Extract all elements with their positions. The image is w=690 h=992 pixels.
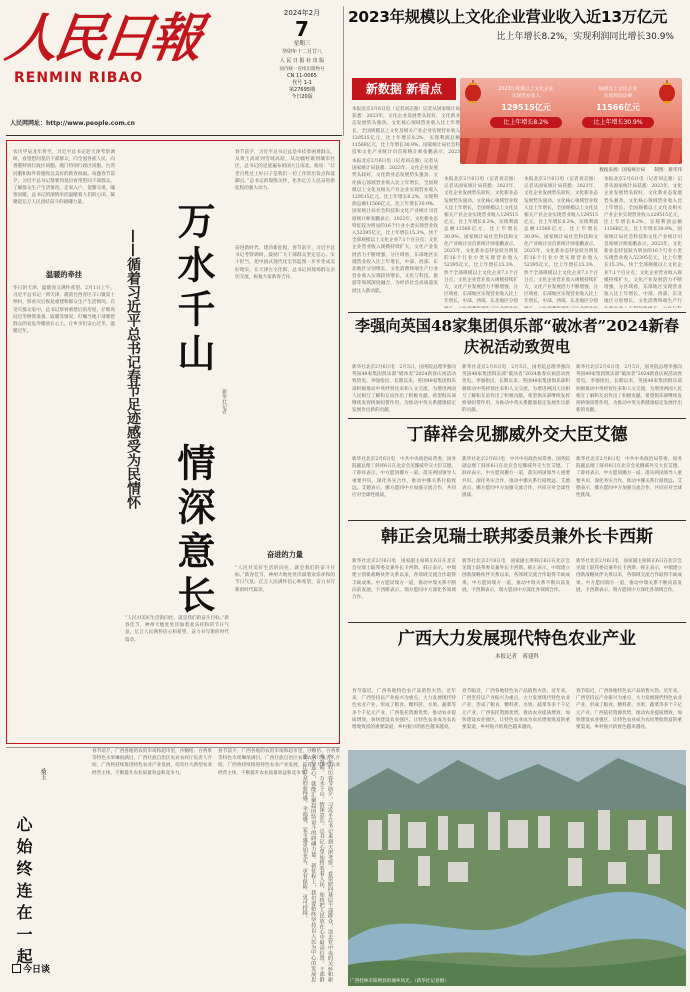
column-body: 今年农历春节前夕，习近平总书记来到天津考察，看望慰问基层干部群众，送去党中央的关怀和新春祝福。万水千山，情深意长。总书记心里始终装着人民，始终把人民放在心中最高位置。干部群众心连心，就能汇聚起团结奋斗的磅礴力量。新征程上，我们要始终坚持以人民为中心的发展思想，让群众的获得感、幸福感、安全感更加充实、更有保障、更可持续。 [301, 754, 333, 982]
masthead-divider [343, 6, 344, 136]
column-title: 心始终连在一起 [14, 816, 33, 970]
photo-guangxi [348, 750, 686, 986]
top-story-body-col4: 本报北京2月6日电（记者刘志强）记者从国家统计局获悉：2023年，文化企业发展势头较好，文化新业态发展势头强劲。文化核心领域营业收入比上年增长，全国规模以上文化及相关产业企业实现营业收入129515亿元，比上年增长8.2%，实现利润总额11566亿元，比上年增长30.9%。国家统计局社会科技和文化产业统计司首席统计师张鹏表示，2023年，文化新业态特征较为明显的16个行业小类实现营业收入52395亿元，比上年增长15.3%，快于全部规模以上文化企业7.1个百分点；文化企业营业收入规模持续扩大，文化产业发展活力不断增强，分区域看，东部地区实现营业收入比上年增长，中部、西部、东北地区分别增长，文化消费终端生产行 [604, 177, 682, 305]
feature-body-col2c: “人民对美好生活的向往，就是我们的奋斗目标。”新春佳节，神州大地处处洋溢着欢乐祥和的节日气氛，亿万人民满怀信心和希望，奋力书写新的时代篇章。 [125, 616, 229, 643]
cn-number: CN 11-0065 [287, 73, 317, 79]
top-story [348, 4, 686, 312]
column-tag [12, 962, 50, 975]
stat-revenue-value: 129515亿元 [501, 103, 551, 112]
story-han-title: 韩正会见瑞士联邦委员兼外长卡西斯 [381, 527, 653, 547]
stat-card-profit: 规模以上文化企业 实现利润总额 11566亿元 比上年增长30.9% [582, 86, 654, 150]
date-day: 7 [295, 17, 309, 41]
logo-pinyin: RENMIN RIBAO [14, 70, 144, 86]
top-story-body-col1: 本报北京2月6日电（记者刘志强）记者从国家统计局获悉：2023年，文化企业发展势头较好，文化新业态发展势头强劲。文化核心领域营业收入比上年增长，全国规模以上文化及相关产业企业实现营业收入129515亿元，比上年增长8.2%，实现利润总额11566亿元，比上年增长30.9%。国家统计局社会科技和文化产业统计司首席统计师张鹏表示，2023年，文化新业态特征较为明显的16个行业小类实现营业收入52395亿元，比上年增长15.3%，快于全部规模以上文化企业7.1个百分点；文化企业营业收入规模持续扩大，文化产业发展活力不断增强，分区域看，东部地区实现营业收入比上年增长，中部、西部、东北地区分别增长，文化消费终端生产行业营业收入实现较快增长，文化与科技、旅游等领域深度融合，为经济社会高质量发展注入新动能。 [352, 159, 438, 294]
stat-profit-growth: 比上年增长30.9% [582, 117, 654, 128]
rule-story4 [348, 622, 686, 623]
feature-section-progress: 奋进的力量 [267, 550, 303, 559]
top-story-subtitle: 比上年增长8.2%，实现利润同比增长30.9% [496, 32, 674, 42]
publisher: 人 民 日 报 社 出 版 [279, 58, 325, 64]
column-tag-icon [12, 964, 21, 973]
masthead [0, 0, 340, 134]
story-han-zheng [348, 524, 686, 620]
story-han-body-3: 新华社北京2月6日电 国家副主席韩正6日在北京会见瑞士联邦委员兼外长卡西斯。韩正表示，中瑞建立创新战略伙伴关系以来，各领域交流合作取得丰硕成果。中方愿同瑞方一道，推动中瑞关系不断向前发展。卡西斯表示，瑞方愿同中方深化各领域合作。 [576, 559, 682, 593]
lunar-date: 癸卯年十二月廿八 [281, 49, 322, 55]
story-guangxi-body-1: 春节临近，广西各地特色农产品销售火热。近年来，广西坚持以产业振兴为重点，大力发展现代特色农业产业，形成了粮食、糖料蔗、水果、蔬菜等多个千亿元产业。广西依托资源优势，推动农业提质增效，加快建设农业强区，让特色农业成为农民增收致富的重要渠道，乡村振兴的底色越来越亮。 [352, 689, 456, 731]
masthead-rule [6, 135, 342, 136]
feature-title-a: 万水千山 [171, 201, 216, 377]
story-ding-body-3: 新华社北京2月6日电 中共中央政治局常委、国务院副总理丁薛祥6日在北京会见挪威外交大臣艾德。丁薛祥表示，中方愿同挪方一道，落实两国领导人重要共识，深化务实合作，推动中挪关系行稳致远。艾德表示，挪方愿同中方加强交流合作，共同应对全球性挑战。 [576, 457, 682, 499]
story-ding-body-1: 新华社北京2月6日电 中共中央政治局常委、国务院副总理丁薛祥6日在北京会见挪威外交大臣艾德。丁薛祥表示，中方愿同挪方一道，落实两国领导人重要共识，深化务实合作，推动中挪关系行稳致远。艾德表示，挪方愿同中方加强交流合作，共同应对全球性挑战。 [352, 457, 456, 499]
code-label: 代号 1-1 [292, 80, 312, 86]
story-li-qiang-body-1: 新华社北京2月6日电 2月5日，国务院总理李强向英国48家集团俱乐部“破冰者”2024新春庆祝活动致贺电。李强指出，长期以来，英国48家集团俱乐部积极推动中英经贸往来和人文交流，为增进两国人民相互了解和友谊作出了积极贡献。希望俱乐部继续发挥桥梁纽带作用，为推动中英关系健康稳定发展作出新的贡献。 [352, 365, 456, 414]
story-li-qiang [348, 316, 686, 416]
story-li-qiang-body-3: 新华社北京2月6日电 2月5日，国务院总理李强向英国48家集团俱乐部“破冰者”2024新春庆祝活动致贺电。李强指出，长期以来，英国48家集团俱乐部积极推动中英经贸往来和人文交流，为增进两国人民相互了解和友谊作出了积极贡献。希望俱乐部继续发挥桥梁纽带作用，为推动中英关系健康稳定发展作出新的贡献。 [576, 365, 682, 414]
issue-number: 第27695期 [289, 87, 315, 93]
feature-body-col3b: 奋进新时代，建功新征程。春节前夕，习近平总书记考察调研，鼓励广大干部群众坚定信心、实干担当，把中国式现代化宏伟蓝图一步步变成美好现实。在天津古文化街，总书记同现场群众亲切交流，祝福大家新春吉祥。 [235, 246, 335, 280]
photo-scene [348, 750, 686, 986]
lantern-icon-right [658, 80, 676, 106]
top-story-body: 本报北京2月6日电（记者刘志强）记者从国家统计局获悉：2023年，文化企业发展势头较好，文化新业态发展势头强劲。文化核心领域营业收入比上年增长，全国规模以上文化及相关产业企业实现营业收入129515亿元，比上年增长8.2%，实现利润总额11566亿元，比上年增长30.9%。国家统计局社会科技和文化产业统计司首席统计师张鹏表示，2023 [352, 107, 460, 156]
feature-body-col3c: “人民对美好生活的向往，就是我们的奋斗目标。”新春佳节，神州大地处处洋溢着欢乐祥和的节日气氛，亿万人民满怀信心和希望，奋力书写新的时代篇章。 [235, 566, 335, 593]
feature-section-warm: 温暖的牵挂 [46, 270, 82, 279]
cn-label: 国内统一连续出版物号 [279, 67, 325, 72]
feature-byline: 新华社记者 [221, 389, 227, 414]
story-ding-xuexiang [348, 422, 686, 518]
rule-story3 [348, 520, 686, 521]
feature-body-col1b: 冬日的天津，温暖而又满怀希望。2月1日上午，习近平总书记一到天津，就前往西青区辛口镇第十埠村，察看灾后恢复重建和群众生产生活情况。在受灾群众家中，总书记察看重建后的房屋，仔细询问过冬物资准备、取暖等情况，叮嘱当地干部要把群众的安危冷暖放在心上，让乡亲们安心过冬、温暖过年。 [13, 286, 115, 335]
story-mid-lower-body: 春节前夕，广西各地的农贸市场和超市里，沙糖桔、百香果等特色水果琳琅满目。广西壮族自治区农业农村厅负责人介绍，广西将持续推进特色农业产业发展，培育壮大新型农业经营主体，不断提升农业质量效益和竞争力。 [218, 749, 340, 776]
feature-title-b: 情深意长 [171, 443, 216, 619]
column-tag-label: 今日谈 [23, 965, 51, 975]
story-guangxi-title: 广西大力发展现代特色农业产业 [398, 629, 636, 649]
story-han-body-1: 新华社北京2月6日电 国家副主席韩正6日在北京会见瑞士联邦委员兼外长卡西斯。韩正表示，中瑞建立创新战略伙伴关系以来，各领域交流合作取得丰硕成果。中方愿同瑞方一道，推动中瑞关系不断向前发展。卡西斯表示，瑞方愿同中方深化各领域合作。 [352, 559, 456, 601]
logo-text: 人民日報 [1, 8, 203, 69]
rule-top-story [348, 312, 686, 313]
infographic [460, 78, 682, 164]
feature-body-col3: 春节前夕，习近平总书记总是牵挂着困难群众。从黄土高原到雪域高原，从边疆村寨到城市社区，总书记的足迹遍布祖国大江南北。他说：“让老百姓过上好日子是我们一切工作的出发点和落脚点。”总书记的殷殷关怀，化作亿万人民奋进新征程的强大动力。 [235, 150, 335, 192]
page-count: 今日20版 [291, 94, 313, 100]
story-guangxi-body-3: 春节临近，广西各地特色农产品销售火热。近年来，广西坚持以产业振兴为重点，大力发展现代特色农业产业，形成了粮食、糖料蔗、水果、蔬菜等多个千亿元产业。广西依托资源优势，推动农业提质增效，加快建设农业强区，让特色农业成为农民增收致富的重要渠道，乡村振兴的底色越来越亮。 [576, 689, 682, 731]
top-story-tag: 新数据 新看点 [352, 78, 456, 100]
issue-info [266, 8, 338, 101]
lantern-icon [464, 80, 482, 106]
top-story-body-col3: 本报北京2月6日电（记者刘志强）记者从国家统计局获悉：2023年，文化企业发展势头较好，文化新业态发展势头强劲。文化核心领域营业收入比上年增长，全国规模以上文化及相关产业企业实现营业收入129515亿元，比上年增长8.2%，实现利润总额11566亿元，比上年增长30.9%。国家统计局社会科技和文化产业统计司首席统计师张鹏表示，2023年，文化新业态特征较为明显的16个行业小类实现营业收入52395亿元，比上年增长15.3%，快于全部规模以上文化企业7.1个百分点；文化企业营业收入规模持续扩大，文化产业发展活力不断增强，分区域看，东部地区实现营业收入比上年增长，中部、西部、东北地区分别 [524, 177, 598, 305]
story-li-qiang-title: 李强向英国48家集团俱乐部“破冰者”2024新春庆祝活动致贺电 [355, 317, 679, 356]
feature-body-col1: 农历甲辰龙年将至，习近平总书记赴天津考察调研，看望慰问基层干部群众，向全国各族人民、向香港特别行政区同胞、澳门特别行政区同胞、台湾同胞和海外侨胞致以美好的新春祝福。每逢春节前夕，习近平总书记都要到基层看望慰问干部群众，了解群众生产生活情况。走家入户，促膝交谈，嘘寒问暖，总书记的深情牵挂温暖着人们的心田，凝聚起亿万人民团结奋斗的磅礴力量。 [13, 150, 115, 206]
feature-subtitle: ——循着习近平总书记春节足迹感受为民情怀 [125, 229, 141, 509]
top-story-title: 2023年规模以上文化企业营业收入近13万亿元 [348, 8, 667, 26]
story-han-body-2: 新华社北京2月6日电 国家副主席韩正6日在北京会见瑞士联邦委员兼外长卡西斯。韩正表示，中瑞建立创新战略伙伴关系以来，各领域交流合作取得丰硕成果。中方愿同瑞方一道，推动中瑞关系不断向前发展。卡西斯表示，瑞方愿同中方深化各领域合作。 [462, 559, 570, 593]
story-li-qiang-body-2: 新华社北京2月6日电 2月5日，国务院总理李强向英国48家集团俱乐部“破冰者”2024新春庆祝活动致贺电。李强指出，长期以来，英国48家集团俱乐部积极推动中英经贸往来和人文交流，为增进两国人民相互了解和友谊作出了积极贡献。希望俱乐部继续发挥桥梁纽带作用，为推动中英关系健康稳定发展作出新的贡献。 [462, 365, 570, 414]
story-ding-title: 丁薛祥会见挪威外交大臣艾德 [406, 425, 628, 445]
stat-revenue-growth: 比上年增长8.2% [490, 117, 562, 128]
stat-card-revenue: 2023年规模以上文化企业 实现营业收入 129515亿元 比上年增长8.2% [490, 86, 562, 150]
website-line: 人民网网址：http://www.people.com.cn [10, 120, 135, 127]
feature-box [6, 140, 340, 744]
top-story-body-col2: 本报北京2月6日电（记者刘志强）记者从国家统计局获悉：2023年，文化企业发展势头较好，文化新业态发展势头强劲。文化核心领域营业收入比上年增长，全国规模以上文化及相关产业企业实现营业收入129515亿元，比上年增长8.2%，实现利润总额11566亿元，比上年增长30.9%。国家统计局社会科技和文化产业统计司首席统计师张鹏表示，2023年，文化新业态特征较为明显的16个行业小类实现营业收入52395亿元，比上年增长15.3%，快于全部规模以上文化企业7.1个百分点；文化企业营业收入规模持续扩大，文化产业发展活力不断增强，分区域看，东部地区实现营业收入比上年增长，中部、西部、东北地区分别 [444, 177, 518, 305]
story-guangxi [348, 626, 686, 686]
stat-profit-value: 11566亿元 [596, 103, 640, 112]
infographic-caption: 数据来源：国家统计局 制图：蔡华伟 [599, 168, 682, 173]
rule-story2 [348, 418, 686, 419]
logo [1, 4, 203, 98]
story-left-lower-body: 春节前夕，广西各地的农贸市场和超市里，沙糖桔、百香果等特色水果琳琅满目。广西壮族自治区农业农村厅负责人介绍，广西将持续推进特色农业产业发展，培育壮大新型农业经营主体，不断提升农业质量效益和竞争力。 [92, 749, 212, 776]
column-author: 桑玉 [39, 768, 46, 780]
weekday: 星期三 [293, 41, 311, 47]
story-guangxi-byline: 本报记者 蒋建科 [494, 654, 539, 660]
photo-caption: 广西桂林市阳朔县的城乡风光。（新华社记者摄） [350, 979, 449, 984]
story-ding-body-2: 新华社北京2月6日电 中共中央政治局常委、国务院副总理丁薛祥6日在北京会见挪威外交大臣艾德。丁薛祥表示，中方愿同挪方一道，落实两国领导人重要共识，深化务实合作，推动中挪关系行稳致远。艾德表示，挪方愿同中方加强交流合作，共同应对全球性挑战。 [462, 457, 570, 499]
date-year-month: 2024年2月 [283, 9, 321, 17]
story-guangxi-body-2: 春节临近，广西各地特色农产品销售火热。近年来，广西坚持以产业振兴为重点，大力发展现代特色农业产业，形成了粮食、糖料蔗、水果、蔬菜等多个千亿元产业。广西依托资源优势，推动农业提质增效，加快建设农业强区，让特色农业成为农民增收致富的重要渠道，乡村振兴的底色越来越亮。 [462, 689, 570, 731]
